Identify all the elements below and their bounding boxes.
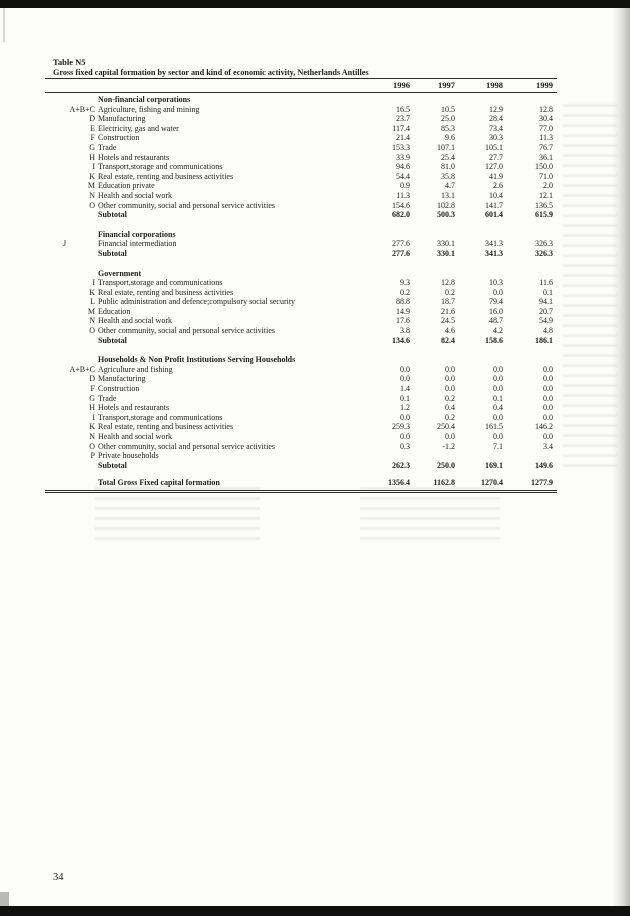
subtotal-label: Subtotal bbox=[98, 248, 127, 258]
value-1999: 11.6 bbox=[539, 278, 553, 288]
value-1999: 0.0 bbox=[543, 364, 553, 374]
value-1998: 10.4 bbox=[489, 190, 503, 200]
row-code: M bbox=[87, 181, 95, 191]
row-code: H bbox=[89, 152, 95, 162]
table-row bbox=[45, 172, 557, 182]
bleed-through-artifact bbox=[563, 104, 617, 474]
value-1998: 16.0 bbox=[489, 306, 503, 316]
section-heading: Financial corporations bbox=[98, 229, 176, 239]
value-1997: 18.7 bbox=[441, 297, 455, 307]
value-1997: 250.4 bbox=[437, 422, 455, 432]
value-1997: 85.3 bbox=[441, 123, 455, 133]
value-1996: 88.8 bbox=[396, 297, 410, 307]
value-1997: 4.6 bbox=[445, 326, 455, 336]
value-1999: 136.5 bbox=[535, 200, 553, 210]
value-1997: 25.0 bbox=[441, 114, 455, 124]
year-column-header: 1996 bbox=[393, 80, 410, 90]
row-label: Health and social work bbox=[98, 316, 172, 326]
value-1997: 25.4 bbox=[441, 152, 455, 162]
value-1998: 0.0 bbox=[493, 432, 503, 441]
table-row bbox=[45, 143, 557, 153]
row-label: Electricity, gas and water bbox=[98, 123, 179, 133]
row-label: Trade bbox=[98, 393, 117, 403]
row-code: A+B+C bbox=[69, 104, 95, 114]
row-label: Hotels and restaurants bbox=[98, 403, 170, 413]
total-value-1996: 1356.4 bbox=[388, 478, 410, 488]
row-label: Transport,storage and communications bbox=[98, 162, 223, 172]
value-1998: 141.7 bbox=[485, 200, 503, 210]
value-1996: 0.1 bbox=[400, 393, 410, 403]
value-1999: 0.0 bbox=[543, 403, 553, 413]
table-row bbox=[45, 288, 557, 298]
value-1999: 4.8 bbox=[543, 326, 553, 336]
table-row bbox=[45, 278, 557, 288]
value-1998: 79.4 bbox=[489, 297, 503, 307]
table-row bbox=[45, 442, 557, 452]
value-1996: 1.4 bbox=[400, 384, 410, 394]
row-label: Real estate, renting and business activities bbox=[98, 171, 234, 181]
value-1998: 27.7 bbox=[489, 152, 503, 162]
value-1999: 326.3 bbox=[535, 239, 553, 249]
bleed-through-artifact bbox=[95, 487, 260, 543]
value-1998: 0.0 bbox=[493, 364, 503, 374]
subtotal-label: Subtotal bbox=[98, 210, 127, 220]
row-label: Transport,storage and communications bbox=[98, 278, 223, 288]
year-column-header: 1998 bbox=[486, 80, 503, 90]
subtotal-row bbox=[45, 336, 557, 346]
total-value-1997: 1162.8 bbox=[433, 478, 455, 488]
table-row bbox=[45, 133, 557, 143]
table-body bbox=[45, 95, 557, 470]
row-label: Trade bbox=[98, 142, 117, 152]
value-1996: 277.6 bbox=[392, 248, 410, 258]
value-1997: 107.1 bbox=[437, 142, 455, 152]
row-code: O bbox=[89, 326, 95, 336]
value-1997: 0.0 bbox=[445, 432, 455, 441]
section-heading-row bbox=[45, 355, 557, 365]
row-code: N bbox=[89, 190, 95, 200]
value-1997: 0.0 bbox=[445, 374, 455, 384]
scan-edge-bar-top bbox=[0, 0, 630, 8]
value-1996: 16.5 bbox=[396, 104, 410, 114]
table-row bbox=[45, 374, 557, 384]
row-label: Education private bbox=[98, 181, 155, 191]
value-1997: 330.1 bbox=[437, 248, 455, 258]
row-code: F bbox=[90, 384, 95, 394]
value-1996: 3.8 bbox=[400, 326, 410, 336]
value-1999: 77.0 bbox=[539, 123, 553, 133]
scan-artifact bbox=[3, 8, 5, 42]
value-1997: 0.2 bbox=[445, 287, 455, 297]
value-1998: 158.6 bbox=[485, 335, 503, 345]
table-section bbox=[45, 355, 557, 470]
row-code: J bbox=[63, 239, 67, 249]
value-1997: 500.3 bbox=[437, 210, 455, 220]
value-1998: 0.1 bbox=[493, 393, 503, 403]
value-1997: 81.0 bbox=[441, 162, 455, 172]
value-1999: 94.1 bbox=[539, 297, 553, 307]
value-1998: 30.3 bbox=[489, 133, 503, 143]
value-1997: 35.8 bbox=[441, 171, 455, 181]
table-row bbox=[45, 365, 557, 375]
value-1998: 127.0 bbox=[485, 162, 503, 172]
row-code: H bbox=[89, 403, 95, 413]
section-heading: Non-financial corporations bbox=[98, 95, 191, 104]
table-row bbox=[45, 451, 557, 461]
value-1997: 102.8 bbox=[437, 200, 455, 210]
value-1999: 615.9 bbox=[535, 210, 553, 220]
value-1999: 146.2 bbox=[535, 422, 553, 432]
value-1999: 0.0 bbox=[543, 374, 553, 384]
row-label: Health and social work bbox=[98, 190, 172, 200]
value-1999: 0.0 bbox=[543, 393, 553, 403]
row-code: F bbox=[90, 133, 95, 143]
value-1996: 14.9 bbox=[396, 306, 410, 316]
table-row bbox=[45, 201, 557, 211]
value-1996: 0.0 bbox=[400, 364, 410, 374]
value-1999: 326.3 bbox=[535, 248, 553, 258]
table-n5 bbox=[45, 58, 557, 493]
year-column-header: 1999 bbox=[536, 80, 553, 90]
value-1999: 0.1 bbox=[543, 287, 553, 297]
section-heading-row bbox=[45, 269, 557, 279]
value-1996: 0.0 bbox=[400, 412, 410, 422]
value-1998: 161.5 bbox=[485, 422, 503, 432]
total-value-1999: 1277.9 bbox=[531, 478, 553, 488]
row-label: Manufacturing bbox=[98, 114, 146, 124]
value-1999: 3.4 bbox=[543, 441, 553, 451]
table-row bbox=[45, 413, 557, 423]
value-1996: 259.3 bbox=[392, 422, 410, 432]
value-1998: 28.4 bbox=[489, 114, 503, 124]
row-code: N bbox=[89, 432, 95, 441]
table-row bbox=[45, 153, 557, 163]
table-row bbox=[45, 432, 557, 442]
value-1998: 48.7 bbox=[489, 316, 503, 326]
value-1997: 21.6 bbox=[441, 306, 455, 316]
value-1998: 105.1 bbox=[485, 142, 503, 152]
row-label: Other community, social and personal service activities bbox=[98, 200, 275, 210]
row-code: N bbox=[89, 316, 95, 326]
total-value-1998: 1270.4 bbox=[481, 478, 503, 488]
row-code: D bbox=[89, 114, 95, 124]
row-code: I bbox=[92, 412, 95, 422]
value-1999: 30.4 bbox=[539, 114, 553, 124]
table-label: Table N5 bbox=[53, 57, 86, 67]
table-row bbox=[45, 114, 557, 124]
value-1996: 11.3 bbox=[396, 190, 410, 200]
row-code: O bbox=[89, 200, 95, 210]
value-1998: 7.1 bbox=[493, 441, 503, 451]
table-row bbox=[45, 326, 557, 336]
value-1997: 12.8 bbox=[441, 278, 455, 288]
value-1998: 341.3 bbox=[485, 248, 503, 258]
value-1997: 4.7 bbox=[445, 181, 455, 191]
table-row bbox=[45, 162, 557, 172]
subtotal-row bbox=[45, 249, 557, 259]
row-label: Real estate, renting and business activities bbox=[98, 422, 234, 432]
value-1996: 0.9 bbox=[400, 181, 410, 191]
section-heading-row bbox=[45, 230, 557, 240]
row-code: K bbox=[89, 171, 95, 181]
row-code: A+B+C bbox=[69, 364, 95, 374]
scan-edge-bar-bottom bbox=[0, 906, 630, 916]
value-1996: 21.4 bbox=[396, 133, 410, 143]
value-1998: 2.6 bbox=[493, 181, 503, 191]
value-1997: 250.0 bbox=[437, 460, 455, 470]
row-code: K bbox=[89, 287, 95, 297]
value-1997: 13.1 bbox=[441, 190, 455, 200]
value-1998: 73.4 bbox=[489, 123, 503, 133]
total-label: Total Gross Fixed capital formation bbox=[98, 478, 220, 488]
value-1999: 12.1 bbox=[539, 190, 553, 200]
table-row bbox=[45, 181, 557, 191]
row-label: Agriculture and fishing bbox=[98, 364, 173, 374]
value-1999: 36.1 bbox=[539, 152, 553, 162]
table-section bbox=[45, 269, 557, 346]
row-label: Manufacturing bbox=[98, 374, 146, 384]
value-1999: 0.0 bbox=[543, 432, 553, 441]
table-row bbox=[45, 239, 557, 249]
value-1996: 9.3 bbox=[400, 278, 410, 288]
value-1999: 12.8 bbox=[539, 104, 553, 114]
value-1999: 150.0 bbox=[535, 162, 553, 172]
row-label: Real estate, renting and business activities bbox=[98, 287, 234, 297]
value-1997: 330.1 bbox=[437, 239, 455, 249]
table-title: Gross fixed capital formation by sector and kind of economic activity, Netherlands Antilles bbox=[45, 68, 557, 80]
table-row bbox=[45, 307, 557, 317]
row-code: L bbox=[90, 297, 95, 307]
value-1996: 0.2 bbox=[400, 287, 410, 297]
table-row bbox=[45, 316, 557, 326]
value-1998: 41.9 bbox=[489, 171, 503, 181]
table-row bbox=[45, 422, 557, 432]
table-row bbox=[45, 297, 557, 307]
value-1999: 20.7 bbox=[539, 306, 553, 316]
value-1996: 277.6 bbox=[392, 239, 410, 249]
row-label: Health and social work bbox=[98, 432, 172, 441]
value-1996: 153.3 bbox=[392, 142, 410, 152]
row-label: Private households bbox=[98, 451, 159, 461]
value-1997: 9.6 bbox=[445, 133, 455, 143]
value-1999: 11.3 bbox=[539, 133, 553, 143]
value-1999: 0.0 bbox=[543, 384, 553, 394]
value-1997: 0.2 bbox=[445, 393, 455, 403]
row-label: Public administration and defence;compulsory social security bbox=[98, 297, 296, 307]
year-column-header: 1997 bbox=[438, 80, 455, 90]
table-row bbox=[45, 384, 557, 394]
year-header-row bbox=[45, 79, 557, 93]
value-1996: 94.6 bbox=[396, 162, 410, 172]
table-row bbox=[45, 124, 557, 134]
value-1997: 0.2 bbox=[445, 412, 455, 422]
value-1998: 0.0 bbox=[493, 412, 503, 422]
subtotal-label: Subtotal bbox=[98, 460, 127, 470]
value-1996: 54.4 bbox=[396, 171, 410, 181]
value-1997: -1.2 bbox=[442, 441, 455, 451]
value-1998: 10.3 bbox=[489, 278, 503, 288]
table-row bbox=[45, 105, 557, 115]
value-1999: 0.0 bbox=[543, 412, 553, 422]
value-1999: 54.9 bbox=[539, 316, 553, 326]
table-section bbox=[45, 95, 557, 220]
row-label: Construction bbox=[98, 133, 140, 143]
row-label: Financial intermediation bbox=[98, 239, 177, 249]
value-1997: 10.5 bbox=[441, 104, 455, 114]
row-code: M bbox=[87, 306, 95, 316]
subtotal-row bbox=[45, 210, 557, 220]
subtotal-row bbox=[45, 461, 557, 471]
value-1998: 169.1 bbox=[485, 460, 503, 470]
table-row bbox=[45, 394, 557, 404]
value-1997: 0.4 bbox=[445, 403, 455, 413]
value-1996: 1.2 bbox=[400, 403, 410, 413]
value-1996: 0.0 bbox=[400, 432, 410, 441]
value-1996: 0.3 bbox=[400, 441, 410, 451]
section-heading: Households & Non Profit Institutions Serving Households bbox=[98, 355, 296, 365]
scan-artifact bbox=[0, 892, 9, 906]
row-label: Agriculture, fishing and mining bbox=[98, 104, 200, 114]
value-1997: 82.4 bbox=[441, 335, 455, 345]
row-label: Transport,storage and communications bbox=[98, 412, 223, 422]
row-code: P bbox=[90, 451, 95, 461]
value-1998: 0.4 bbox=[493, 403, 503, 413]
row-label: Construction bbox=[98, 384, 140, 394]
total-row bbox=[45, 478, 557, 493]
value-1998: 0.0 bbox=[493, 287, 503, 297]
value-1999: 71.0 bbox=[539, 171, 553, 181]
value-1996: 23.7 bbox=[396, 114, 410, 124]
subtotal-label: Subtotal bbox=[98, 335, 127, 345]
row-label: Other community, social and personal service activities bbox=[98, 326, 275, 336]
value-1998: 341.3 bbox=[485, 239, 503, 249]
value-1998: 4.2 bbox=[493, 326, 503, 336]
section-heading-row bbox=[45, 95, 557, 105]
row-label: Education bbox=[98, 306, 131, 316]
value-1996: 117.4 bbox=[392, 123, 410, 133]
bleed-through-artifact bbox=[360, 487, 500, 547]
table-section bbox=[45, 230, 557, 259]
row-code: O bbox=[89, 441, 95, 451]
value-1998: 0.0 bbox=[493, 374, 503, 384]
row-code: E bbox=[90, 123, 95, 133]
value-1996: 154.6 bbox=[392, 200, 410, 210]
row-code: G bbox=[89, 393, 95, 403]
section-heading: Government bbox=[98, 268, 142, 278]
page-number: 34 bbox=[53, 872, 64, 883]
value-1999: 76.7 bbox=[539, 142, 553, 152]
value-1997: 24.5 bbox=[441, 316, 455, 326]
value-1996: 33.9 bbox=[396, 152, 410, 162]
row-code: D bbox=[89, 374, 95, 384]
row-code: G bbox=[89, 142, 95, 152]
value-1999: 186.1 bbox=[535, 335, 553, 345]
value-1997: 0.0 bbox=[445, 384, 455, 394]
value-1996: 17.6 bbox=[396, 316, 410, 326]
value-1998: 12.9 bbox=[489, 104, 503, 114]
table-row bbox=[45, 191, 557, 201]
value-1999: 149.6 bbox=[535, 460, 553, 470]
value-1996: 262.3 bbox=[392, 460, 410, 470]
value-1996: 682.0 bbox=[392, 210, 410, 220]
value-1998: 0.0 bbox=[493, 384, 503, 394]
value-1998: 601.4 bbox=[485, 210, 503, 220]
row-code: I bbox=[92, 162, 95, 172]
row-label: Hotels and restaurants bbox=[98, 152, 170, 162]
value-1996: 0.0 bbox=[400, 374, 410, 384]
value-1996: 134.6 bbox=[392, 335, 410, 345]
row-label: Other community, social and personal service activities bbox=[98, 441, 275, 451]
value-1999: 2.0 bbox=[543, 181, 553, 191]
row-code: I bbox=[92, 278, 95, 288]
row-code: K bbox=[89, 422, 95, 432]
table-row bbox=[45, 403, 557, 413]
value-1997: 0.0 bbox=[445, 364, 455, 374]
